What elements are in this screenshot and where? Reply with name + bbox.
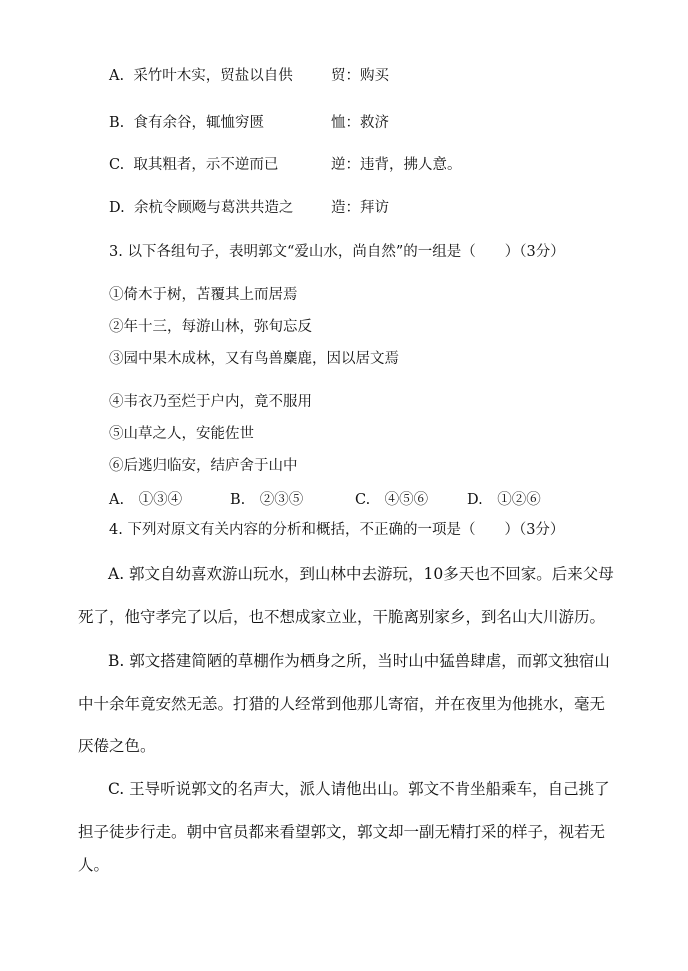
q4-option-b-line-2: 中十余年竟安然无恙。打猎的人经常到他那儿寄宿，并在夜里为他挑水，毫无: [78, 695, 606, 713]
q4-option-b-line-1: B. 郭文搭建简陋的草棚作为栖身之所，当时山中猛兽肆虐，而郭文独宿山: [108, 652, 610, 670]
q4-option-a-line-1: A. 郭文自幼喜欢游山玩水，到山林中去游玩，10多天也不回家。后来父母: [108, 565, 614, 583]
q4-option-c-line-3: 人。: [78, 856, 110, 874]
q4-option-c-line-1: C. 王导听说郭文的名声大，派人请他出山。郭文不肯坐船乘车，自己挑了: [108, 780, 610, 798]
q4-option-c-line-2: 担子徒步行走。朝中官员都来看望郭文，郭文却一副无精打采的样子，视若无: [78, 823, 606, 841]
q3-choice-c: C. ④⑤⑥: [355, 492, 429, 508]
q3-choice-a: A. ①③④: [109, 492, 183, 508]
q3-sentence-5: ⑤山草之人，安能佐世: [109, 426, 254, 442]
option-letter: B.: [109, 115, 125, 131]
q3-choices: [109, 490, 569, 510]
q3-sentence-2: ②年十三，每游山林，弥旬忘反: [109, 319, 312, 335]
q3-choice-b: B. ②③⑤: [230, 492, 304, 508]
q4-option-b-line-3: 厌倦之色。: [78, 737, 156, 755]
option-gloss: 恤：救济: [331, 115, 389, 131]
q3-sentence-3: ③园中果木成林，又有鸟兽麋鹿，因以居文焉: [109, 351, 399, 367]
q3-sentence-6: ⑥后逃归临安，结庐舍于山中: [109, 458, 298, 474]
option-gloss: 造：拜访: [331, 200, 389, 216]
q3-sentence-1: ①倚木于树，苫覆其上而居焉: [109, 287, 298, 303]
option-text: 采竹叶木实，贸盐以自供: [133, 68, 293, 84]
option-text: 余杭令顾飏与葛洪共造之: [133, 200, 294, 216]
q3-stem: 3. 以下各组句子，表明郭文“爱山水，尚自然”的一组是（ ）（3分）: [109, 244, 565, 260]
q3-choice-d: D. ①②⑥: [467, 492, 541, 508]
q4-option-a-line-2: 死了，他守孝完了以后，也不想成家立业，干脆离别家乡，到名山大川游历。: [78, 608, 606, 626]
option-letter: C.: [109, 157, 125, 173]
q3-sentence-4: ④韦衣乃至烂于户内，竟不服用: [109, 394, 312, 410]
option-text: 取其粗者，示不逆而已: [133, 157, 279, 173]
option-letter: D.: [109, 200, 125, 216]
option-gloss: 逆：违背，拂人意。: [331, 157, 462, 173]
option-gloss: 贸：购买: [331, 68, 389, 84]
option-letter: A.: [109, 68, 125, 84]
option-text: 食有余谷，辄恤穷匮: [133, 115, 264, 131]
q4-stem: 4. 下列对原文有关内容的分析和概括，不正确的一项是（ ）（3分）: [109, 522, 565, 538]
